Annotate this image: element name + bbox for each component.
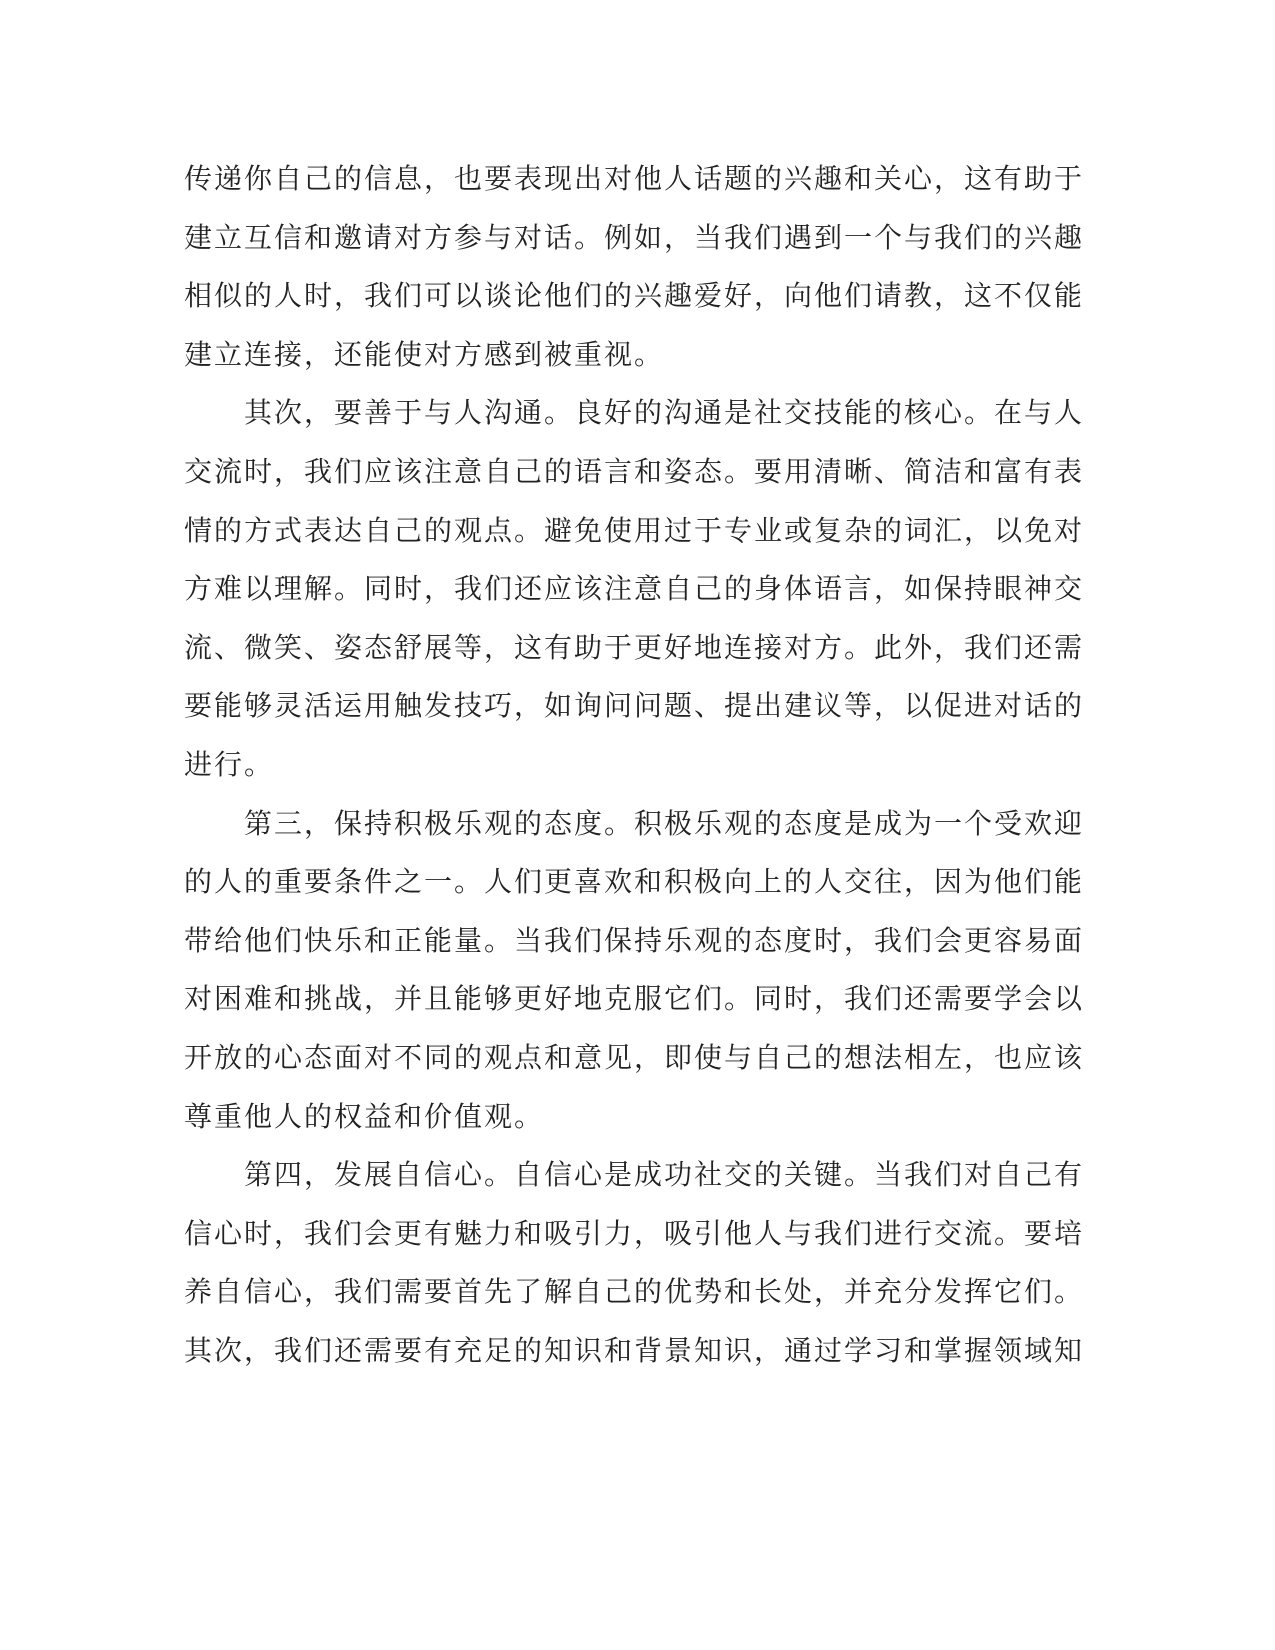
- text-line: 信心时，我们会更有魅力和吸引力，吸引他人与我们进行交流。要培: [184, 1216, 1084, 1250]
- text-line: 建立互信和邀请对方参与对话。例如，当我们遇到一个与我们的兴趣: [184, 220, 1084, 254]
- text-line: 要能够灵活运用触发技巧，如询问问题、提出建议等，以促进对话的: [184, 689, 1084, 723]
- text-line: 尊重他人的权益和价值观。: [184, 1099, 545, 1133]
- paragraph-start-line: 其次，要善于与人沟通。良好的沟通是社交技能的核心。在与人: [184, 396, 1084, 430]
- paragraph-start-line: 第四，发展自信心。自信心是成功社交的关键。当我们对自己有: [184, 1158, 1084, 1192]
- text-line: 开放的心态面对不同的观点和意见，即使与自己的想法相左，也应该: [184, 1040, 1084, 1074]
- text-line: 其次，我们还需要有充足的知识和背景知识，通过学习和掌握领域知: [184, 1333, 1084, 1367]
- text-line: 交流时，我们应该注意自己的语言和姿态。要用清晰、简洁和富有表: [184, 454, 1084, 488]
- text-line: 的人的重要条件之一。人们更喜欢和积极向上的人交往，因为他们能: [184, 865, 1084, 899]
- text-line: 情的方式表达自己的观点。避免使用过于专业或复杂的词汇，以免对: [184, 513, 1084, 547]
- text-line: 流、微笑、姿态舒展等，这有助于更好地连接对方。此外，我们还需: [184, 630, 1084, 664]
- text-line: 带给他们快乐和正能量。当我们保持乐观的态度时，我们会更容易面: [184, 923, 1084, 957]
- text-line: 对困难和挑战，并且能够更好地克服它们。同时，我们还需要学会以: [184, 982, 1084, 1016]
- text-line: 相似的人时，我们可以谈论他们的兴趣爱好，向他们请教，这不仅能: [184, 279, 1084, 313]
- text-line: 建立连接，还能使对方感到被重视。: [184, 337, 665, 371]
- text-line: 传递你自己的信息，也要表现出对他人话题的兴趣和关心，这有助于: [184, 162, 1084, 195]
- text-line: 养自信心，我们需要首先了解自己的优势和长处，并充分发挥它们。: [184, 1275, 1084, 1309]
- text-line: 进行。: [184, 747, 275, 781]
- text-line: 方难以理解。同时，我们还应该注意自己的身体语言，如保持眼神交: [184, 572, 1084, 606]
- body-text: [184, 150, 1084, 1380]
- paragraph-start-line: 第三，保持积极乐观的态度。积极乐观的态度是成为一个受欢迎: [184, 806, 1084, 840]
